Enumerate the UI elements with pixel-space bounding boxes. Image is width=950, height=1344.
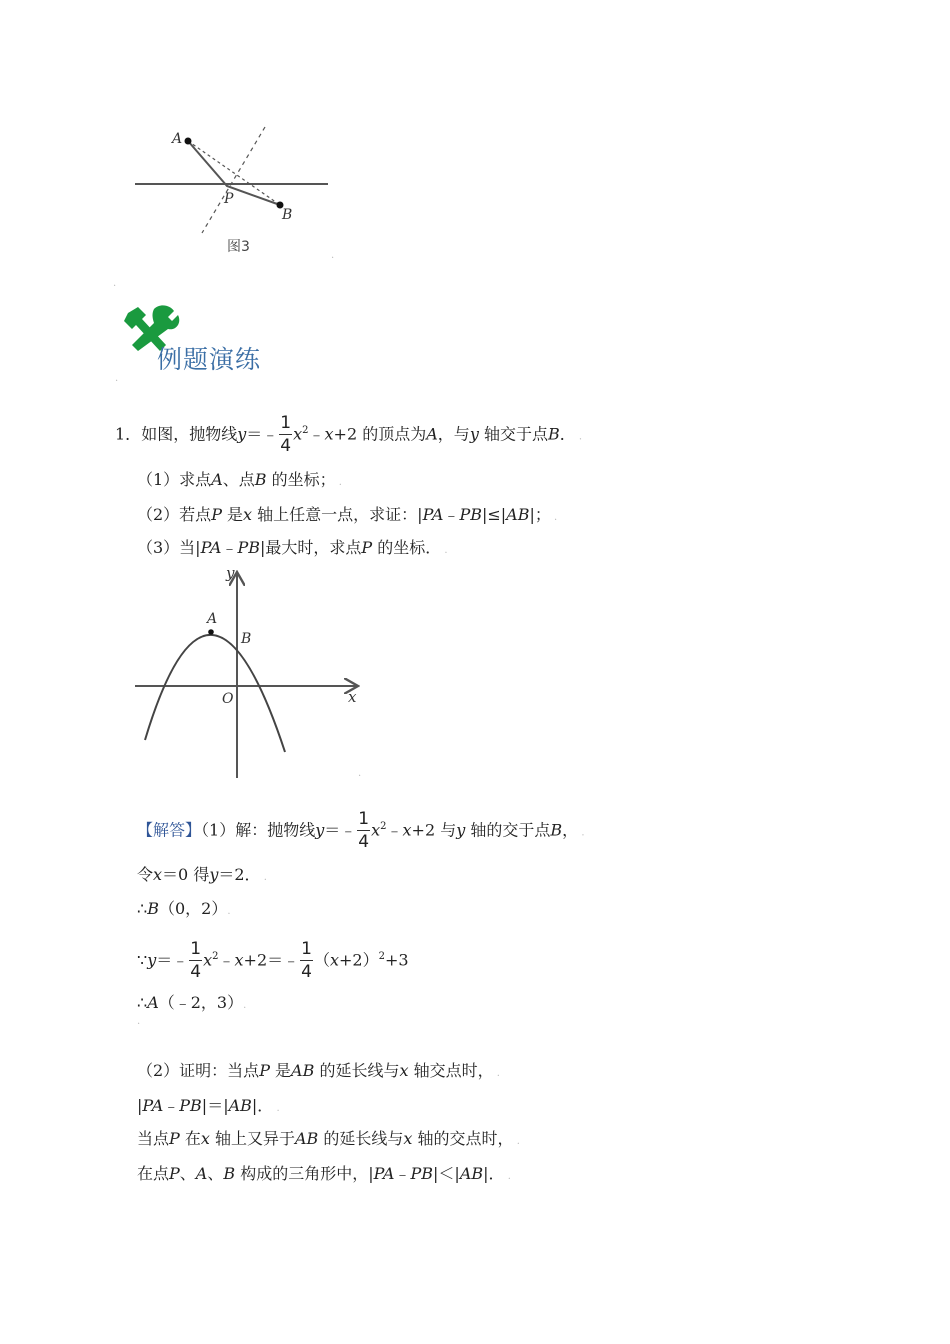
label-a: A xyxy=(172,131,183,147)
fraction: $\frac{1}{4}$ xyxy=(280,413,292,456)
point-a xyxy=(185,138,192,145)
fig3-caption: 图3 xyxy=(227,239,250,255)
solution-line-3: ∴B（0，2）. xyxy=(137,899,231,918)
proof-line-4: 在点P、A、B 构成的三角形中，|PA﹣PB|＜|AB|． . xyxy=(137,1164,511,1183)
graph-label-b: B xyxy=(241,631,252,647)
solution-line-2: 令x＝0 得y＝2． . xyxy=(137,865,267,884)
graph-label-x: x xyxy=(348,688,357,706)
solution-line-1: 【解答】（1）解：抛物线y＝﹣ $\frac{1}{4}$ $x^2﹣x+2$ 与y 轴的交于点B， . xyxy=(137,809,585,852)
para-mark: . xyxy=(358,768,362,779)
figure-3 xyxy=(120,115,350,265)
para-mark: . xyxy=(113,278,117,289)
parabola-curve xyxy=(145,635,285,752)
dashed-ab xyxy=(188,141,280,205)
fraction: $\frac{1}{4}$ xyxy=(301,939,312,982)
proof-line-2: |PA﹣PB|＝|AB|． . xyxy=(137,1096,280,1115)
fraction: $\frac{1}{4}$ xyxy=(190,939,202,982)
vertex-a xyxy=(208,629,214,635)
para-mark: . xyxy=(137,1016,141,1027)
dashed-perpendicular xyxy=(202,127,265,233)
proof-line-3: 当点P 在x 轴上又异于AB 的延长线与x 轴的交点时， . xyxy=(137,1129,520,1148)
problem-statement: 1．如图，抛物线y＝﹣ $\frac{1}{4}$ $x^2﹣x+2$ 的顶点为A，与y 轴交于点B． . xyxy=(115,413,583,456)
answer-tag: 【解答】 xyxy=(137,820,202,840)
label-b: B xyxy=(282,207,293,223)
proof-line-1: （2）证明：当点P 是AB 的延长线与x 轴交点时， . xyxy=(137,1061,500,1080)
parabola-graph xyxy=(130,562,370,784)
label-p: P xyxy=(224,191,234,207)
graph-label-o: O xyxy=(222,691,234,707)
question-1: （1）求点A、点B 的坐标； . xyxy=(137,470,342,489)
section-title: 例题演练 xyxy=(157,345,262,374)
graph-label-a: A xyxy=(207,611,218,627)
graph-label-y: y xyxy=(226,564,235,582)
question-2: （2）若点P 是x 轴上任意一点，求证：|PA﹣PB|≤|AB|； . xyxy=(137,505,558,524)
solution-line-5: ∴A（﹣2，3）. xyxy=(137,993,247,1012)
question-3: （3）当|PA﹣PB|最大时，求点P 的坐标． . xyxy=(137,538,448,557)
fraction: $\frac{1}{4}$ xyxy=(358,809,370,852)
solution-line-4: ∵y＝﹣ $\frac{1}{4}$ $x^2﹣x+2=﹣$ $\frac{1}{4}$ $(x+2)^2+3$ xyxy=(137,939,409,982)
para-mark: . xyxy=(331,250,335,261)
para-mark: . xyxy=(115,373,119,384)
